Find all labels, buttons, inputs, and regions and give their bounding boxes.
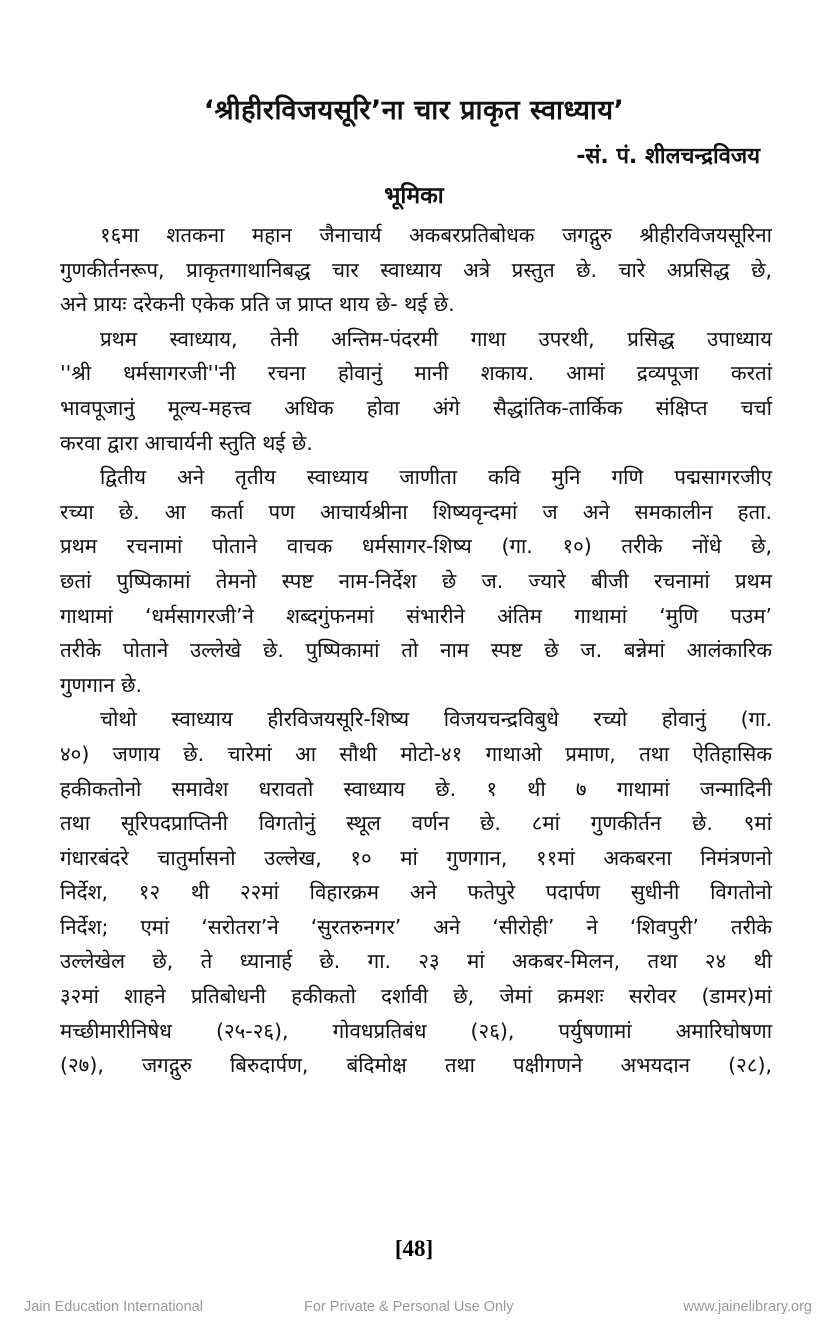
paragraph-4-line-4: तथा सूरिपदप्राप्तिनी विगतोनुं स्थूल वर्णन छे. ८मां गुणकीर्तन छे. ९मां [60,811,772,836]
paragraph-2-line-2: ''श्री धर्मसागरजी''नी रचना होवानुं मानी शकाय. आमां द्रव्यपूजा करतां [60,361,772,386]
paragraph-1-line-3: अने प्रायः दरेकनी एकेक प्रति ज प्राप्त थाय छे- थई छे. [60,292,455,317]
paragraph-2-line-1: प्रथम स्वाध्याय, तेनी अन्तिम-पंदरमी गाथा उपरथी, प्रसिद्ध उपाध्याय [100,326,772,351]
paragraph-4-line-2: ४०) जणाय छे. चारेमां आ सौथी मोटो-४१ गाथाओ प्रमाण, तथा ऐतिहासिक [60,741,772,766]
paragraph-3-line-4: छतां पुष्पिकामां तेमनो स्पष्ट नाम-निर्देश छे ज. ज्यारे बीजी रचनामां प्रथम [60,568,772,593]
paragraph-3-line-5: गाथामां ‘धर्मसागरजी’ने शब्दगुंफनमां संभारीने अंतिम गाथामां ‘मुणि पउम’ [60,603,772,628]
page-number: [48] [394,1236,434,1261]
paragraph-2-line-3: भावपूजानुं मूल्य-महत्त्व अधिक होवा अंगे सैद्धांतिक-तार्किक संक्षिप्त चर्चा [60,395,772,420]
paragraph-3-line-7: गुणगान छे. [60,672,142,697]
footer-usage-note: For Private & Personal Use Only [304,1299,514,1315]
body-text [60,218,772,1083]
paragraph-4-line-8: उल्लेखेल छे, ते ध्यानार्ह छे. गा. २३ मां अकबर-मिलन, तथा २४ थी [60,949,772,974]
document-title: ‘श्रीहीरविजयसूरि’ना चार प्राकृत स्वाध्याय’ [203,95,625,126]
paragraph-4-line-6: निर्देश, १२ थी २२मां विहारक्रम अने फतेपुरे पदार्पण सुधीनी विगतोनो [60,880,772,905]
editor-credit: -सं. पं. शीलचन्द्रविजय [576,144,760,169]
paragraph-4-line-10: मच्छीमारीनिषेध (२५-२६), गोवधप्रतिबंध (२६), पर्युषणामां अमारिघोषणा [60,1018,772,1043]
paragraph-2-line-4: करवा द्वारा आचार्यनी स्तुति थई छे. [60,430,313,455]
paragraph-4-line-7: निर्देश; एमां ‘सरोतरा’ने ‘सुरतरुनगर’ अने ‘सीरोही’ ने ‘शिवपुरी’ तरीके [60,914,772,939]
paragraph-4-line-3: हकीकतोनो समावेश धरावतो स्वाध्याय छे. १ थी ७ गाथामां जन्मादिनी [60,776,772,801]
paragraph-4-line-11: (२७), जगद्गुरु बिरुदार्पण, बंदिमोक्ष तथा पक्षीगणने अभयदान (२८), [60,1053,772,1078]
paragraph-1-line-2: गुणकीर्तनरूप, प्राकृतगाथानिबद्ध चार स्वाध्याय अत्रे प्रस्तुत छे. चारे अप्रसिद्ध छे, [60,257,772,282]
paragraph-3-line-1: द्वितीय अने तृतीय स्वाध्याय जाणीता कवि मुनि गणि पद्मसागरजीए [100,465,772,490]
paragraph-4-line-5: गंधारबंदरे चातुर्मासनो उल्लेख, १० मां गुणगान, ११मां अकबरना निमंत्रणनो [60,845,772,870]
paragraph-3-line-6: तरीके पोताने उल्लेखे छे. पुष्पिकामां तो नाम स्पष्ट छे ज. बन्नेमां आलंकारिक [60,638,772,663]
paragraph-3-line-2: रच्या छे. आ कर्ता पण आचार्यश्रीना शिष्यवृन्दमां ज अने समकालीन हता. [60,499,772,524]
paragraph-3-line-3: प्रथम रचनामां पोताने वाचक धर्मसागर-शिष्य (गा. १०) तरीके नोंधे छे, [60,534,772,559]
section-heading: भूमिका [384,183,444,209]
paragraph-4-line-9: ३२मां शाहने प्रतिबोधनी हकीकतो दर्शावी छे, जेमां क्रमशः सरोवर (डामर)मां [60,984,772,1009]
paragraph-4-line-1: चोथो स्वाध्याय हीरविजयसूरि-शिष्य विजयचन्द्रविबुधे रच्यो होवानुं (गा. [100,707,772,732]
footer-website-link[interactable]: www.jainelibrary.org [683,1299,812,1315]
paragraph-1-line-1: १६मा शतकना महान जैनाचार्य अकबरप्रतिबोधक जगद्गुरु श्रीहीरविजयसूरिना [100,223,772,247]
footer-publisher: Jain Education International [24,1299,203,1315]
